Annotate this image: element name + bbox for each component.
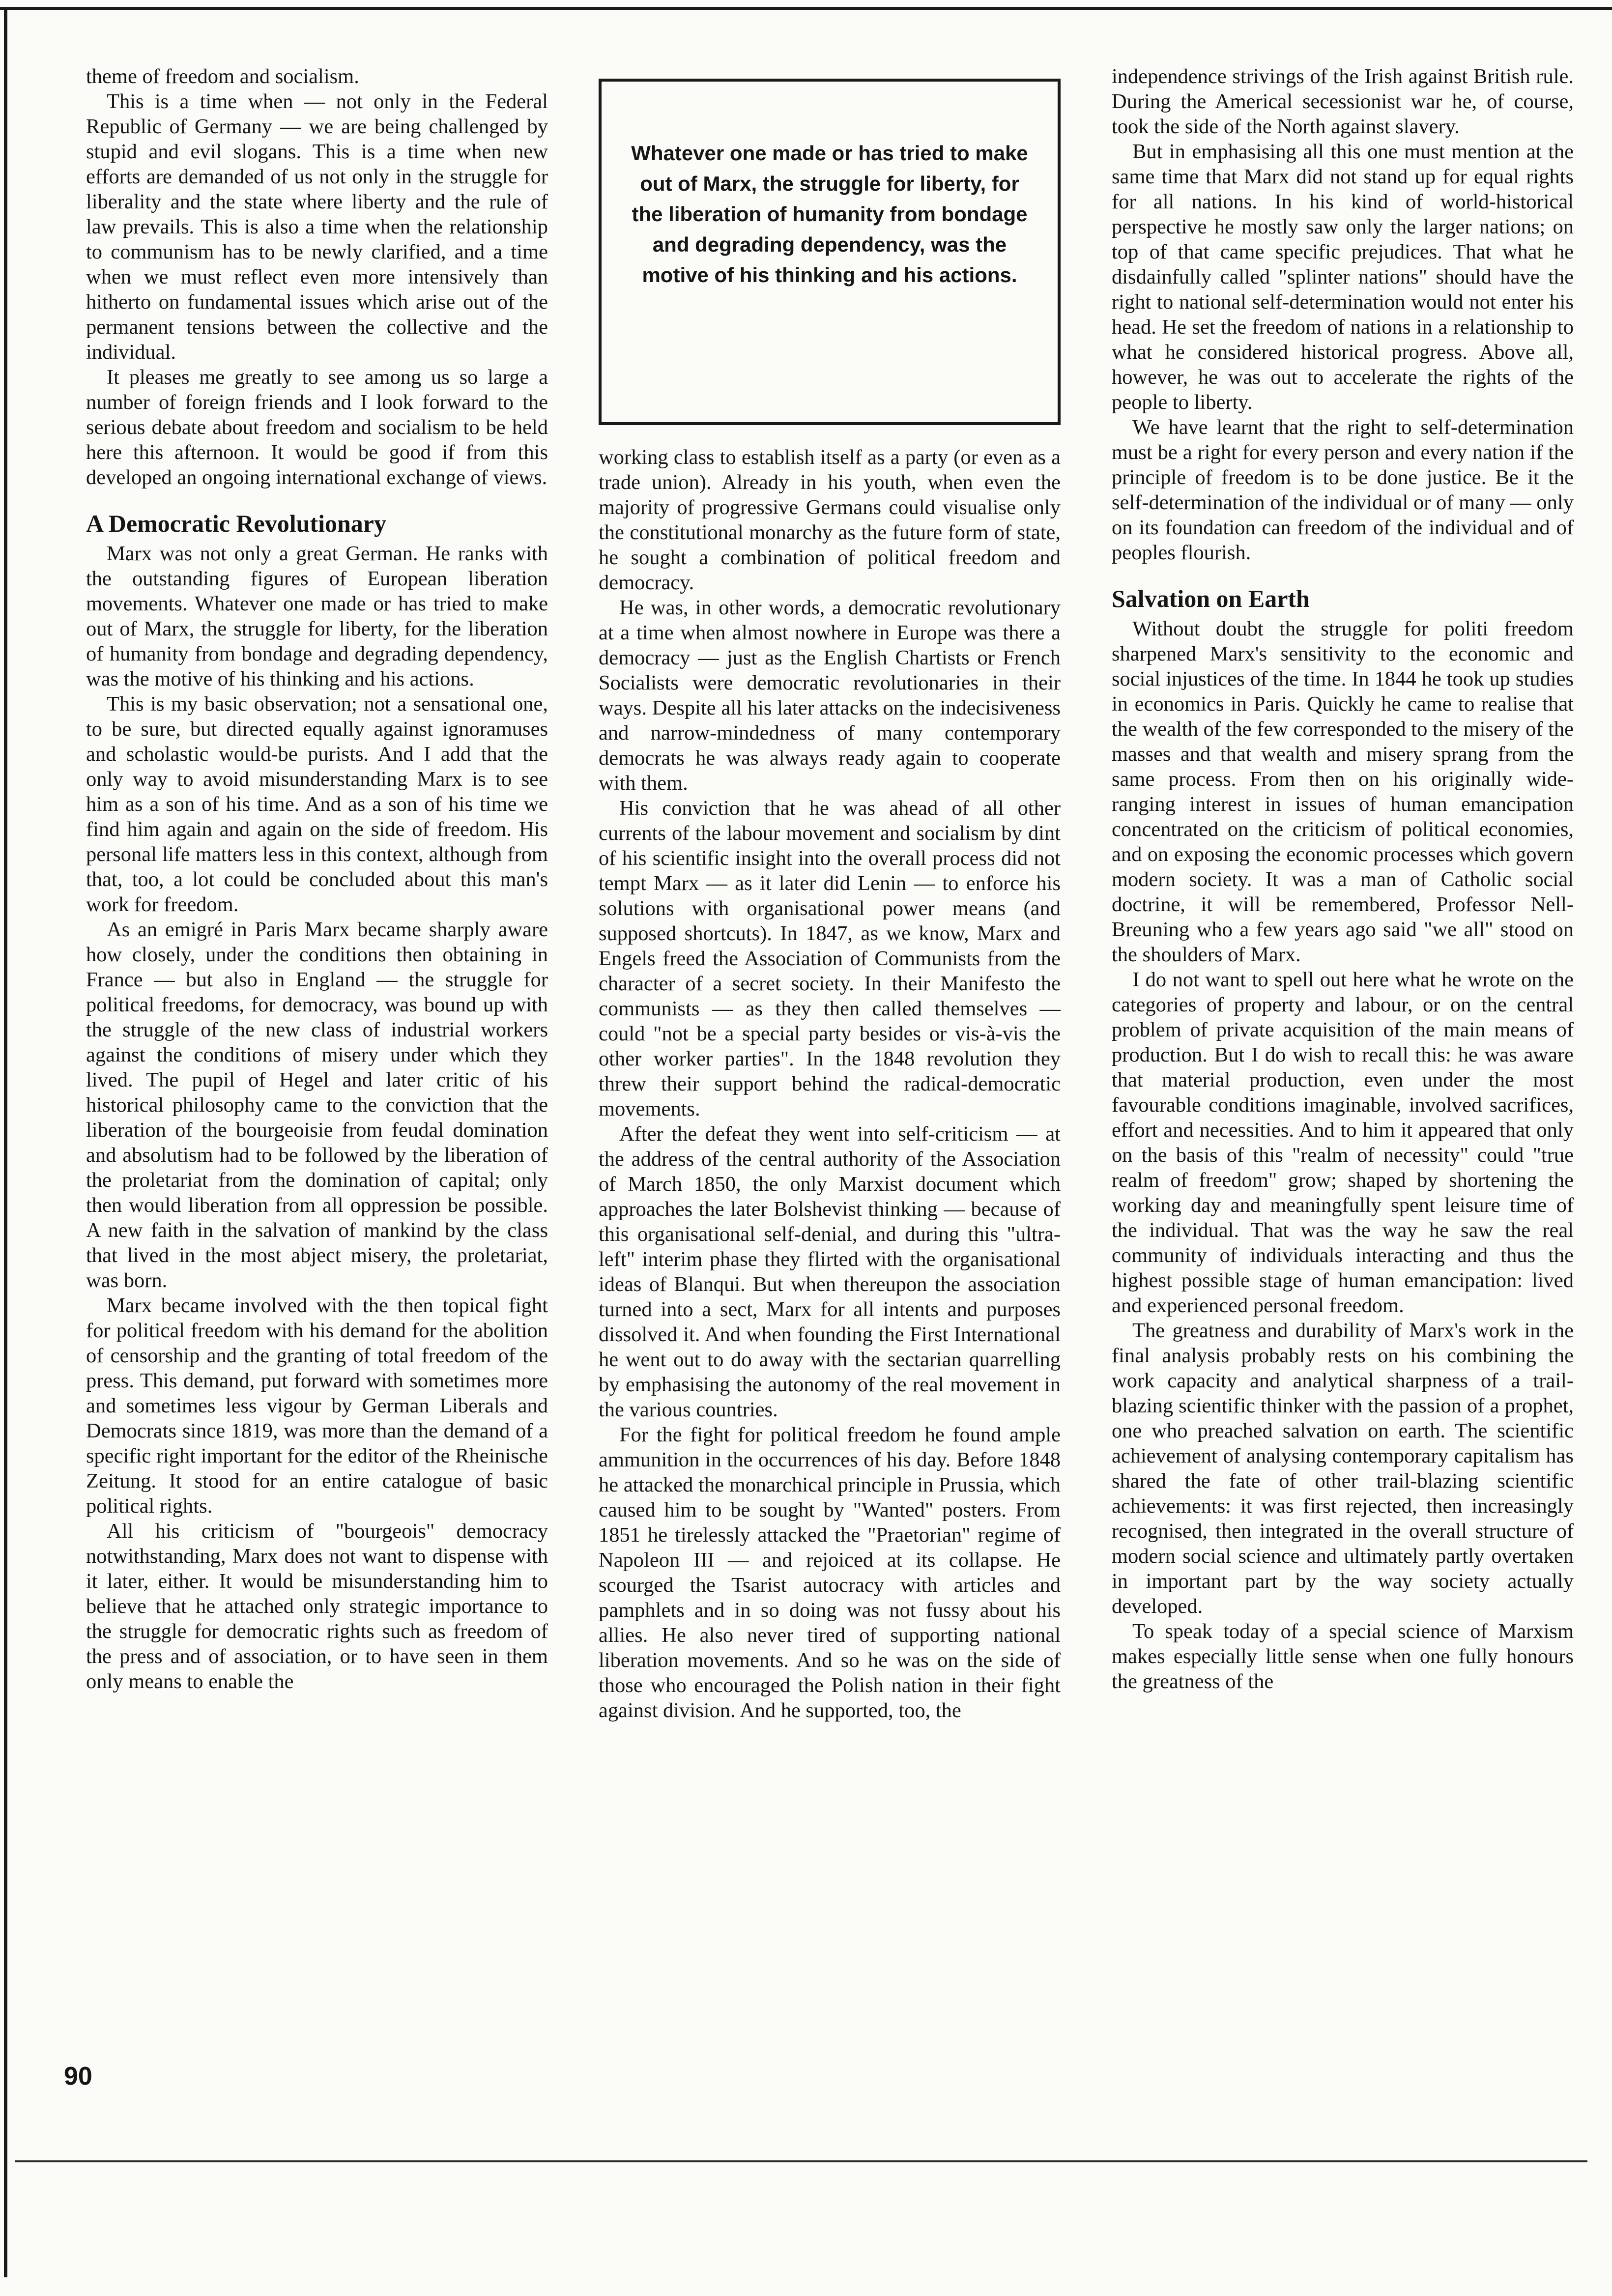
pull-quote-text: Whatever one made or has tried to make out of Marx, the struggle for liberty, for the liberation of humanity from bondage and degrading dependency, was the motive of his thinking and his actions.	[631, 142, 1028, 287]
paragraph: I do not want to spell out here what he wrote on the categories of property and labour, or on the central problem of private acquisition of the main means of production. But I do wish to recall this: he was aware that material production, even under the most favourable conditions imaginable, involved sacrifices, effort and necessities. And to him it appeared that only on the basis of this "realm of necessity" could "true realm of freedom" grow; shaped by shortening the working day and meaningfully spent leisure time of the individual. That was the way he saw the real community of individuals interacting and thus the highest possible stage of human emancipation: lived and experienced personal freedom.	[1112, 968, 1574, 1317]
left-border-rule	[4, 7, 7, 2277]
paragraph: For the fight for political freedom he found ample ammunition in the occurrences of his day. Before 1848 he attacked the monarchical principle in Prussia, which caused him to be sought by "Wanted" posters. From 1851 he tirelessly attacked the "Praetorian" regime of Napoleon III — and rejoiced at its collapse. He scourged the Tsarist autocracy with articles and pamphlets and in so doing was not fussy about his allies. He also never tired of supporting national liberation movements. And so he was on the side of those who encouraged the Polish nation in their fight against division. And he supported, too, the	[599, 1423, 1061, 1722]
paragraph: The greatness and durability of Marx's work in the final analysis probably rests on his combining the work capacity and analytical sharpness of a trail-blazing scientific thinker with the passion of a prophet, one who preached salvation on earth. The scientific achievement of analysing contemporary capitalism has shared the fate of other trail-blazing scientific achievements: it was first rejected, then increasingly recognised, then integrated in the overall structure of modern social science and ultimately partly overtaken in important part by the way society actually developed.	[1112, 1319, 1574, 1618]
paragraph: Marx was not only a great German. He ranks with the outstanding figures of European liberation movements. Whatever one made or has tried to make out of Marx, the struggle for liberty, for the liberation of humanity from bondage and degrading dependency, was the motive of his thinking and his actions.	[86, 542, 548, 690]
paragraph: theme of freedom and socialism.	[86, 65, 359, 88]
bottom-rule	[15, 2160, 1587, 2162]
paragraph: We have learnt that the right to self-determination must be a right for every person and every nation if the principle of freedom is to be done justice. Be it the self-determination of the individual or of many — only on its foundation can freedom of the individual and of peoples flourish.	[1112, 416, 1574, 564]
paragraph: As an emigré in Paris Marx became sharply aware how closely, under the conditions then obtaining in France — but also in England — the struggle for political freedoms, for democracy, was bound up with the struggle of the new class of industrial workers against the conditions of misery under which they lived. The pupil of Hegel and later critic of his historical philosophy came to the conviction that the liberation of the bourgeoisie from feudal domination and absolutism had to be followed by the liberation of the proletariat from the domination of capital; only then would liberation from all oppression be possible. A new faith in the salvation of mankind by the class that lived in the most abject misery, the proletariat, was born.	[86, 918, 548, 1292]
column-right	[1112, 64, 1574, 1694]
paragraph: independence strivings of the Irish against British rule. During the Americal secessionist war he, of course, took the side of the North against slavery.	[1112, 65, 1574, 138]
column-middle	[599, 445, 1061, 1723]
top-border-rule	[0, 7, 1612, 10]
paragraph: This is a time when — not only in the Federal Republic of Germany — we are being challenged by stupid and evil slogans. This is a time when new efforts are demanded of us not only in the struggle for liberality and the state where liberty and the rule of law prevails. This is also a time when the relationship to communism has to be newly clarified, and a time when we must reflect even more intensively than hitherto on fundamental issues which arise out of the permanent tensions between the collective and the individual.	[86, 90, 548, 364]
paragraph: To speak today of a special science of Marxism makes especially little sense when one fully honours the greatness of the	[1112, 1620, 1574, 1693]
paragraph: But in emphasising all this one must mention at the same time that Marx did not stand up for equal rights for all nations. In his kind of world-historical perspective he mostly saw only the larger nations; on top of that came specific prejudices. That what he disdainfully called "splinter nations" should have the right to national self-determination would not enter his head. He set the freedom of nations in a relationship to what he considered historical progress. Above all, however, he was out to accelerate the rights of the people to liberty.	[1112, 140, 1574, 414]
pull-quote-box	[599, 79, 1061, 425]
paragraph: All his criticism of "bourgeois" democracy notwithstanding, Marx does not want to dispense with it later, either. It would be misunderstanding him to believe that he attached only strategic importance to the struggle for democratic rights such as freedom of the press and of association, or to have seen in them only means to enable the	[86, 1520, 548, 1693]
paragraph: His conviction that he was ahead of all other currents of the labour movement and socialism by dint of his scientific insight into the overall process did not tempt Marx — as it later did Lenin — to enforce his solutions with organisational power means (and supposed shortcuts). In 1847, as we know, Marx and Engels freed the Association of Communists from the character of a secret society. In their Manifesto the communists — as they then called themselves — could "not be a special party besides or vis-à-vis the other worker parties". In the 1848 revolution they threw their support behind the radical-democratic movements.	[599, 797, 1061, 1120]
paragraph: Without doubt the struggle for politi freedom sharpened Marx's sensitivity to the economic and social injustices of the time. In 1844 he took up studies in economics in Paris. Quickly he came to realise that the wealth of the few corresponded to the misery of the masses and that wealth and misery sprang from the same process. From then on his originally wide-ranging interest in issues of human emancipation concentrated on the criticism of political economies, and on exposing the economic processes which govern modern society. It was a man of Catholic social doctrine, it will be remembered, Professor Nell-Breuning who a few years ago said "we all" stood on the shoulders of Marx.	[1112, 617, 1574, 966]
paragraph: working class to establish itself as a party (or even as a trade union). Already in his youth, when even the majority of progressive Germans could visualise only the constitutional monarchy as the future form of state, he sought a combination of political freedom and democracy.	[599, 446, 1061, 594]
paragraph: He was, in other words, a democratic revolutionary at a time when almost nowhere in Europe was there a democracy — just as the English Chartists or French Socialists were democratic revolutionaries in their ways. Despite all his later attacks on the indecisiveness and narrow-mindedness of many contemporary democrats he was always ready again to cooperate with them.	[599, 596, 1061, 795]
paragraph: This is my basic observation; not a sensational one, to be sure, but directed equally against ignoramuses and scholastic would-be purists. And I add that the only way to avoid misunderstanding Marx is to see him as a son of his time. And as a son of his time we find him again and again on the side of freedom. His personal life matters less in this context, although from that, too, a lot could be concluded about this man's work for freedom.	[86, 692, 548, 916]
column-left	[86, 64, 548, 1694]
paragraph: After the defeat they went into self-criticism — at the address of the central authority of the Association of March 1850, the only Marxist document which approaches the later Bolshevist thinking — because of this organisational self-denial, and during this "ultra-left" interim phase they flirted with the organisational ideas of Blanqui. But when thereupon the association turned into a sect, Marx for all intents and purposes dissolved it. And when founding the First International he went out to do away with the sectarian quarrelling by emphasising the autonomy of the real movement in the various countries.	[599, 1122, 1061, 1421]
page-number: 90	[64, 2062, 92, 2091]
section-heading: A Democratic Revolutionary	[86, 510, 386, 537]
section-heading: Salvation on Earth	[1112, 585, 1310, 612]
paragraph: It pleases me greatly to see among us so large a number of foreign friends and I look forward to the serious debate about freedom and socialism to be held here this afternoon. It would be good if from this developed an ongoing international exchange of views.	[86, 366, 548, 489]
paragraph: Marx became involved with the then topical fight for political freedom with his demand for the abolition of censorship and the granting of total freedom of the press. This demand, put forward with sometimes more and sometimes less vigour by German Liberals and Democrats since 1819, was more than the demand of a specific right important for the editor of the Rheinische Zeitung. It stood for an entire catalogue of basic political rights.	[86, 1294, 548, 1518]
